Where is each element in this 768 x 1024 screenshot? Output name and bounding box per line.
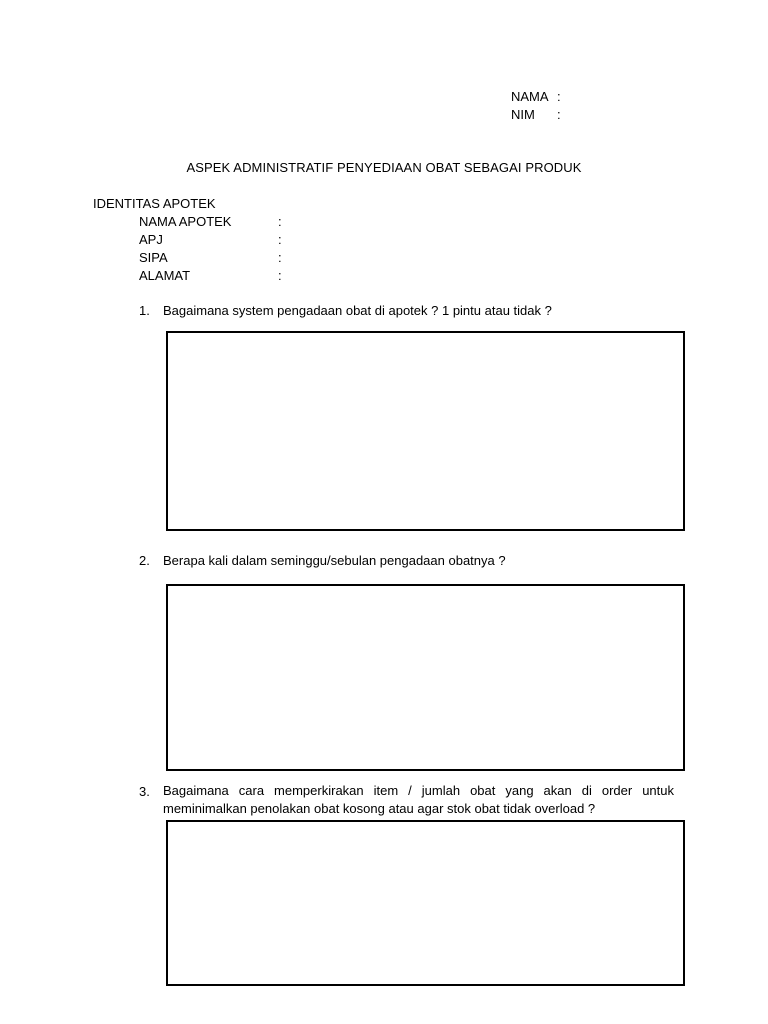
question-number: 2.	[139, 553, 150, 568]
identity-field-colon: :	[278, 268, 282, 283]
identity-field-colon: :	[278, 232, 282, 247]
answer-box-2[interactable]	[166, 584, 685, 771]
question-text: Bagaimana cara memperkirakan item / jumlah obat yang akan di order untuk meminimalkan penolakan obat kosong atau agar stok obat tidak overload ?	[163, 783, 674, 816]
question-number: 3.	[139, 784, 150, 799]
identity-field-label: SIPA	[139, 250, 168, 265]
nim-label: NIM	[511, 107, 535, 122]
document-title: ASPEK ADMINISTRATIF PENYEDIAAN OBAT SEBAGAI PRODUK	[186, 160, 582, 175]
identity-heading: IDENTITAS APOTEK	[93, 196, 216, 211]
identity-field-label: ALAMAT	[139, 268, 191, 283]
identity-field-colon: :	[278, 214, 282, 229]
nim-colon: :	[557, 107, 561, 122]
question-number: 1.	[139, 303, 150, 318]
question-text: Bagaimana system pengadaan obat di apotek ? 1 pintu atau tidak ?	[163, 303, 552, 318]
question-text: Berapa kali dalam seminggu/sebulan pengadaan obatnya ?	[163, 553, 506, 568]
identity-field-colon: :	[278, 250, 282, 265]
identity-field-label: NAMA APOTEK	[139, 214, 232, 229]
nama-label: NAMA	[511, 89, 549, 104]
identity-field-label: APJ	[139, 232, 163, 247]
answer-box-1[interactable]	[166, 331, 685, 531]
nama-colon: :	[557, 89, 561, 104]
answer-box-3[interactable]	[166, 820, 685, 986]
